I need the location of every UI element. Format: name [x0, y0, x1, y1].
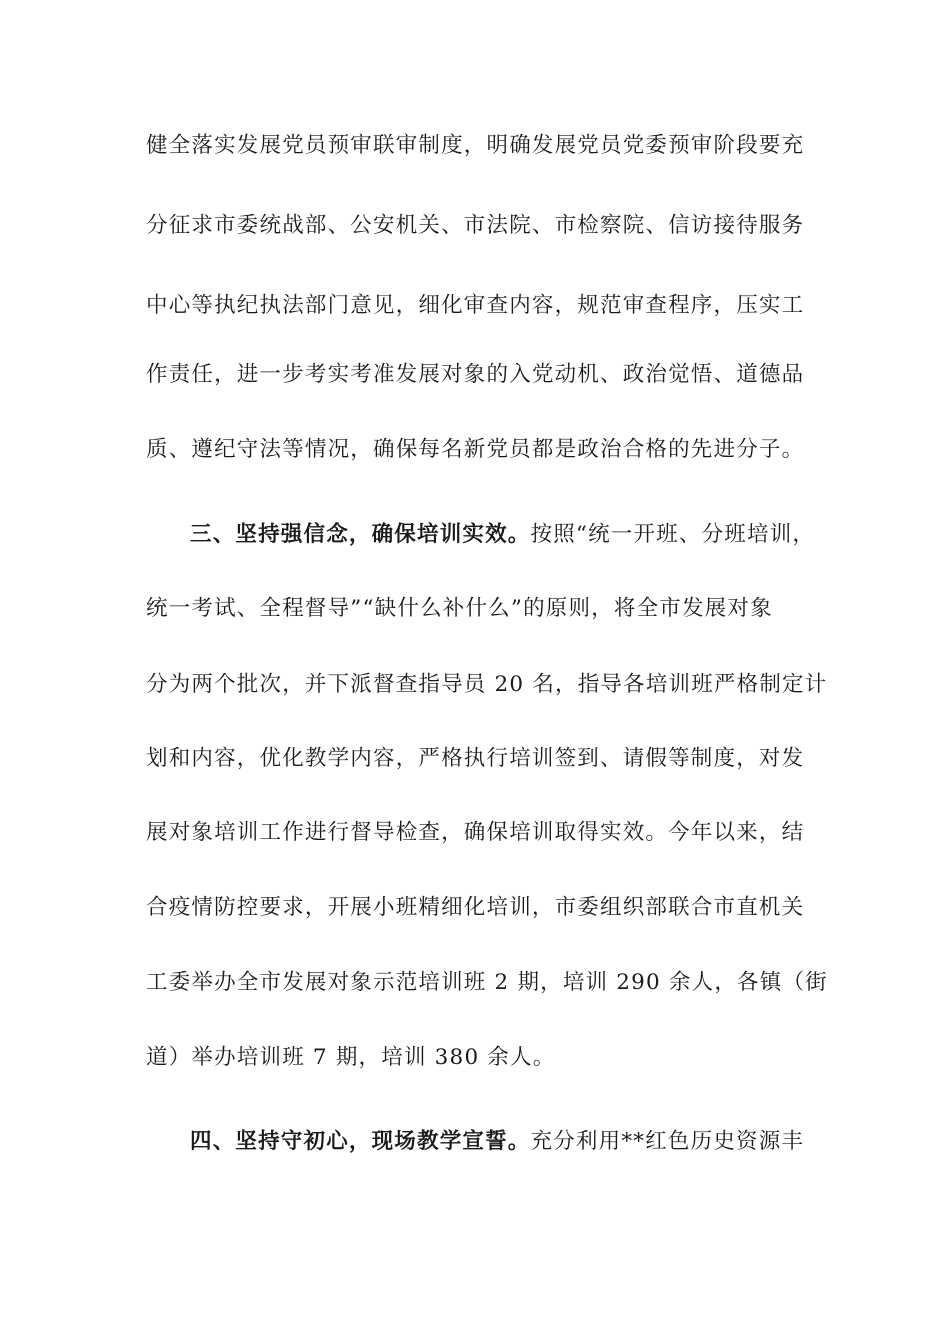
section-three-line-2: 统一考试、全程督导”“缺什么补什么”的原则，将全市发展对象: [146, 596, 773, 621]
section-four-heading: 四、坚持守初心，现场教学宣誓。: [190, 1129, 531, 1154]
intro-line-5: 质、遵纪守法等情况，确保每名新党员都是政治合格的先进分子。: [146, 437, 805, 462]
section-three-line-4: 划和内容，优化教学内容，严格执行培训签到、请假等制度，对发: [146, 746, 805, 771]
section-three-line-6: 合疫情防控要求，开展小班精细化培训，市委组织部联合市直机关: [146, 895, 805, 920]
section-three-first-line: [190, 520, 870, 550]
intro-line-2: 分征求市委统战部、公安机关、市法院、市检察院、信访接待服务: [146, 213, 805, 238]
section-three-heading: 三、坚持强信念，确保培训实效。: [190, 522, 531, 547]
intro-line-4: 作责任，进一步考实考准发展对象的入党动机、政治觉悟、道德品: [146, 362, 805, 387]
section-three-line-8: 道）举办培训班 7 期，培训 380 余人。: [146, 1045, 556, 1070]
section-three-first-line-text: 按照“统一开班、分班培训，: [530, 522, 816, 547]
section-three-line-5: 展对象培训工作进行督导检查，确保培训取得实效。今年以来，结: [146, 820, 805, 845]
section-three-line-7: 工委举办全市发展对象示范培训班 2 期，培训 290 余人，各镇（街: [146, 970, 828, 995]
section-four-first-line: [190, 1127, 870, 1157]
section-three-line-3: 分为两个批次，并下派督查指导员 20 名，指导各培训班严格制定计: [146, 672, 828, 697]
intro-line-3: 中心等执纪执法部门意见，细化审查内容，规范审查程序，压实工: [146, 293, 805, 318]
section-four-first-line-text: 充分利用**红色历史资源丰: [530, 1129, 805, 1154]
intro-line-1: 健全落实发展党员预审联审制度，明确发展党员党委预审阶段要充: [146, 133, 805, 158]
